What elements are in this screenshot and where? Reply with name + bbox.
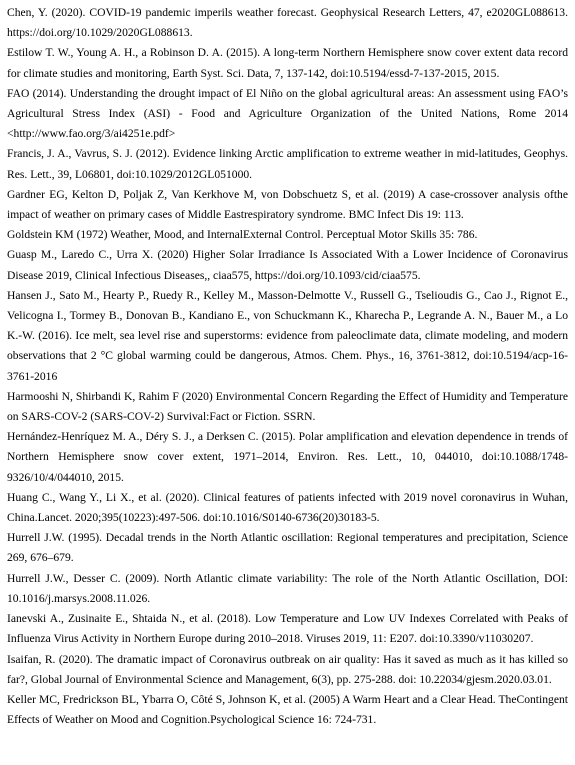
reference-estilow-2015 [7, 43, 568, 83]
reference-text: FAO (2014). Understanding the drought impact of El Niño on the global agricultural areas: An assessment using FAO’s Agricultural Stress Index (ASI) - Food and Agriculture Organization of the United Nations, Rome 2014 <http://www.fao.org/3/ai4251e.pdf> [7, 86, 568, 141]
reference-hurrell-2009 [7, 569, 568, 609]
reference-hurrell-1995 [7, 528, 568, 568]
reference-text: Hurrell J.W., Desser C. (2009). North Atlantic climate variability: The role of the North Atlantic Oscillation, DOI: 10.1016/j.marsys.2008.11.026. [7, 571, 568, 605]
reference-harmooshi-2020 [7, 387, 568, 427]
reference-text: Goldstein KM (1972) Weather, Mood, and InternalExternal Control. Perceptual Motor Skills 35: 786. [7, 228, 478, 242]
reference-text: Guasp M., Laredo C., Urra X. (2020) Higher Solar Irradiance Is Associated With a Lower Incidence of Coronavirus Disease 2019, Clinical Infectious Diseases,, ciaa575, https://doi.org/10.1093/cid/ciaa575. [7, 248, 568, 282]
reference-gardner-2019 [7, 185, 568, 225]
reference-text: Hurrell J.W. (1995). Decadal trends in the North Atlantic oscillation: Regional temperatures and precipitation, Science 269, 676–679. [7, 531, 568, 565]
reference-text: Gardner EG, Kelton D, Poljak Z, Van Kerkhove M, von Dobschuetz S, et al. (2019) A case-crossover analysis ofthe impact of weather on primary cases of Middle Eastrespiratory syndrome. BMC Infect Dis 19: 113. [7, 187, 568, 222]
reference-guasp-2020 [7, 245, 568, 285]
reference-francis-2012 [7, 144, 568, 184]
reference-text: Huang C., Wang Y., Li X., et al. (2020). Clinical features of patients infected with 2019 novel coronavirus in Wuhan, China.Lancet. 2020;395(10223):497-506. doi:10.1016/S0140-6736(20)30183-5. [7, 490, 568, 525]
reference-fao-2014 [7, 84, 568, 145]
reference-huang-2020 [7, 488, 568, 528]
reference-text: Harmooshi N, Shirbandi K, Rahim F (2020) Environmental Concern Regarding the Effect of Humidity and Temperature on SARS-COV-2 (SARS-COV-2) Survival:Fact or Fiction. SSRN. [7, 389, 568, 424]
reference-text: Ianevski A., Zusinaite E., Shtaida N., et al. (2018). Low Temperature and Low UV Indexes Correlated with Peaks of Influenza Virus Activity in Northern Europe during 2010–2018. Viruses 2019, 11: E207. doi:10.3390/v11030207. [7, 612, 568, 646]
reference-isaifan-2020 [7, 650, 568, 690]
reference-text: Hernández-Henríquez M. A., Déry S. J., a Derksen C. (2015). Polar amplification and elevation dependence in trends of Northern Hemisphere snow cover extent, 1971–2014, Environ. Res. Lett., 10, 044010, doi:10.1088/1748-9326/10/4/044010, 2015. [7, 430, 568, 484]
reference-hernandez-2015 [7, 427, 568, 488]
reference-keller-2005 [7, 690, 568, 730]
reference-goldstein-1972 [7, 225, 568, 245]
reference-text: Keller MC, Fredrickson BL, Ybarra O, Côté S, Johnson K, et al. (2005) A Warm Heart and a Clear Head. TheContingent Effects of Weather on Mood and Cognition.Psychological Science 16: 724-731. [7, 692, 568, 727]
reference-hansen-2016 [7, 286, 568, 387]
reference-chen-2020 [7, 3, 568, 43]
reference-text: Isaifan, R. (2020). The dramatic impact of Coronavirus outbreak on air quality: Has it saved as much as it has killed so far?, Global Journal of Environmental Science and Management, 6(3), pp. 275-288. doi: 10.22034/gjesm.2020.03.01. [7, 652, 568, 686]
reference-text: Francis, J. A., Vavrus, S. J. (2012). Evidence linking Arctic amplification to extreme weather in mid-latitudes, Geophys. Res. Lett., 39, L06801, doi:10.1029/2012GL051000. [7, 147, 568, 181]
reference-text: Estilow T. W., Young A. H., a Robinson D. A. (2015). A long-term Northern Hemisphere snow cover extent data record for climate studies and monitoring, Earth Syst. Sci. Data, 7, 137-142, doi:10.5194/essd-7-137-2015, 2015. [7, 46, 568, 80]
reference-text: Chen, Y. (2020). COVID-19 pandemic imperils weather forecast. Geophysical Research Letters, 47, e2020GL088613. https://doi.org/10.1029/2020GL088613. [7, 6, 568, 40]
reference-text: Hansen J., Sato M., Hearty P., Ruedy R., Kelley M., Masson-Delmotte V., Russell G., Tselioudis G., Cao J., Rignot E., Velicogna I., Tormey B., Donovan B., Kandiano E., von Schuckmann K., Kharecha P., Legrande A. N., Bauer M., a Lo K.-W. (2016). Ice melt, sea level rise and superstorms: evidence from paleoclimate data, climate modeling, and modern observations that 2 °C global warming could be dangerous, Atmos. Chem. Phys., 16, 3761-3812, doi:10.5194/acp-16-3761-2016 [7, 288, 568, 383]
reference-ianevski-2018 [7, 609, 568, 649]
